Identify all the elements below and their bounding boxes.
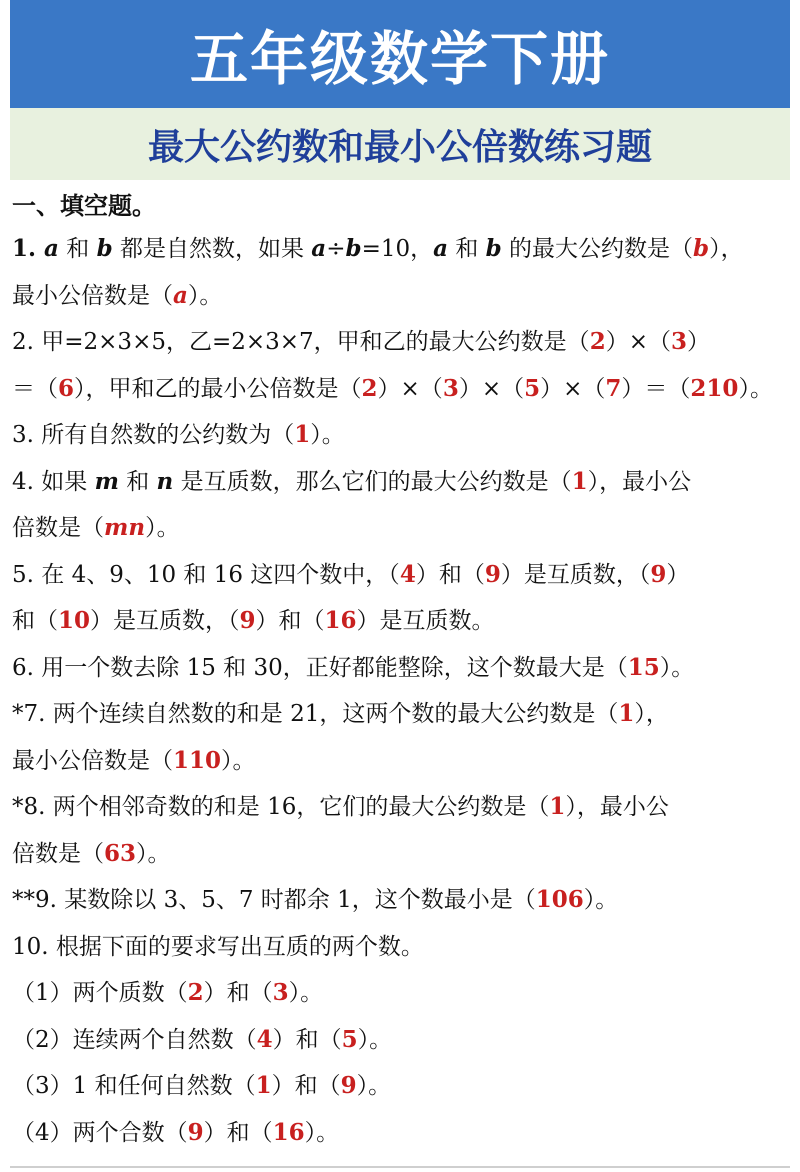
answer: 1 xyxy=(255,1072,272,1099)
answer: 1 xyxy=(294,421,311,448)
q1-expr-b: b xyxy=(345,235,362,262)
question-7-line-1 xyxy=(12,691,788,738)
answer: 3 xyxy=(670,328,687,355)
q2-text: ）×（ xyxy=(605,329,671,355)
q5-text: ）和（ xyxy=(255,608,325,634)
question-10-part-4 xyxy=(12,1110,788,1157)
q4-var-m: m xyxy=(94,467,119,495)
q5-text: ）是互质数。 xyxy=(356,608,495,634)
answer: b xyxy=(693,235,710,262)
q2-text: ）＝（ xyxy=(621,375,691,402)
question-4-line-1 xyxy=(12,459,788,506)
q6-text: 6. 用一个数去除 15 和 30，正好都能整除，这个数最大是（ xyxy=(12,654,628,681)
answer: 3 xyxy=(442,374,459,402)
q9-text: **9. 某数除以 3、5、7 时都余 1，这个数最小是（ xyxy=(12,887,536,913)
q10-text: ）和（ xyxy=(272,1026,342,1053)
question-4-line-2 xyxy=(12,505,788,552)
q1-var-b: b xyxy=(96,235,113,262)
question-10: 10. 根据下面的要求写出互质的两个数。 xyxy=(12,933,424,960)
answer: 5 xyxy=(341,1025,358,1053)
answer: 63 xyxy=(104,839,137,867)
q3-text: ）。 xyxy=(310,422,345,448)
q2-text: ＝（ xyxy=(12,375,58,402)
q1-text: ）， xyxy=(709,236,744,262)
q4-text: 和 xyxy=(118,468,157,495)
q7-text: *7. 两个连续自然数的和是 21，这两个数的最大公约数是（ xyxy=(12,701,619,727)
question-10-part-3 xyxy=(12,1063,788,1110)
q3-text: 3. 所有自然数的公约数为（ xyxy=(12,422,295,448)
question-1-line-2 xyxy=(12,273,788,320)
question-5-line-2 xyxy=(12,598,788,645)
q2-text: ） xyxy=(687,329,710,355)
q1-text: ）。 xyxy=(187,282,223,309)
answer: 106 xyxy=(535,886,584,913)
answer: 2 xyxy=(361,374,378,402)
q8-text: ）。 xyxy=(136,840,171,867)
question-6 xyxy=(12,645,788,692)
question-8-line-2 xyxy=(12,831,788,878)
q1-text: 的最大公约数是（ xyxy=(501,236,694,262)
q7-text: ）， xyxy=(634,701,669,727)
q2-text: 2. 甲=2×3×5，乙=2×3×7，甲和乙的最大公约数是（ xyxy=(12,329,590,355)
q4-text: ）。 xyxy=(145,515,180,541)
q8-text: ），最小公 xyxy=(565,794,669,820)
page-title: 五年级数学下册 xyxy=(189,25,610,93)
q10-text: ）。 xyxy=(288,980,324,1006)
q5-text: 和（ xyxy=(12,608,58,634)
q4-text: 是互质数，那么它们的最大公约数是（ xyxy=(173,468,572,495)
answer: 16 xyxy=(272,1118,305,1146)
q6-text: ）。 xyxy=(659,654,695,681)
q1-number: 1. xyxy=(12,235,45,262)
q8-text: *8. 两个相邻奇数的和是 16，它们的最大公约数是（ xyxy=(12,794,550,820)
q5-text: ） xyxy=(666,561,690,588)
answer: 9 xyxy=(650,560,667,588)
q1-var-a2: a xyxy=(433,235,449,262)
q2-text: ）×（ xyxy=(377,375,443,402)
q1-text: 最小公倍数是（ xyxy=(12,282,173,309)
answer: 4 xyxy=(256,1025,273,1053)
q8-text: 倍数是（ xyxy=(12,840,104,867)
page-subtitle: 最大公约数和最小公倍数练习题 xyxy=(147,126,652,168)
q2-text: ）。 xyxy=(738,375,773,402)
q7-text: 最小公倍数是（ xyxy=(12,747,173,774)
answer: 1 xyxy=(571,467,588,495)
q5-text: ）和（ xyxy=(415,561,485,588)
answer: mn xyxy=(104,514,146,541)
answer: 9 xyxy=(239,607,256,634)
q10-text: （3）1 和任何自然数（ xyxy=(12,1073,256,1099)
q10-text: ）和（ xyxy=(203,980,273,1006)
q1-text: 都是自然数，如果 xyxy=(112,236,312,262)
answer: 3 xyxy=(272,979,289,1006)
answer: 9 xyxy=(187,1118,204,1146)
question-2-line-1 xyxy=(12,319,788,366)
answer: 15 xyxy=(627,653,660,681)
q10-text: （4）两个合数（ xyxy=(12,1119,188,1146)
q5-text: ）是互质数，（ xyxy=(500,561,651,588)
answer: 1 xyxy=(549,793,566,820)
answer: 9 xyxy=(340,1072,357,1099)
answer: 1 xyxy=(618,700,635,727)
worksheet-content xyxy=(12,186,788,1156)
q1-div: ÷ xyxy=(326,236,346,262)
q5-text: ）是互质数，（ xyxy=(90,608,240,634)
q4-var-n: n xyxy=(156,467,174,495)
q2-text: ），甲和乙的最小公倍数是（ xyxy=(74,375,362,402)
question-9 xyxy=(12,877,788,924)
question-3 xyxy=(12,412,788,459)
answer: 2 xyxy=(589,328,606,355)
q1-expr-a: a xyxy=(311,235,327,262)
q4-text: 倍数是（ xyxy=(12,515,104,541)
answer: 7 xyxy=(605,374,622,402)
q10-text: ）和（ xyxy=(271,1073,341,1099)
answer: 210 xyxy=(690,374,739,402)
answer: 5 xyxy=(524,374,541,402)
answer: 6 xyxy=(58,374,75,402)
question-1-line-1 xyxy=(12,226,788,273)
q1-var-b2: b xyxy=(485,235,502,262)
question-2-line-2 xyxy=(12,366,788,413)
q1-var-a: a xyxy=(44,235,59,262)
answer: 10 xyxy=(58,607,91,634)
q10-text: ）。 xyxy=(304,1119,340,1146)
answer: 4 xyxy=(399,560,416,588)
q10-text: ）。 xyxy=(357,1026,393,1053)
question-10-part-2 xyxy=(12,1017,788,1064)
q5-text: 5. 在 4、9、10 和 16 这四个数中，（ xyxy=(12,561,400,588)
subtitle-bar xyxy=(10,108,790,180)
answer: 110 xyxy=(173,746,222,774)
answer: 16 xyxy=(324,607,357,634)
section-heading: 一、填空题。 xyxy=(12,191,156,220)
answer: 9 xyxy=(484,560,501,588)
q9-text: ）。 xyxy=(583,887,619,913)
q4-text: 4. 如果 xyxy=(12,468,95,495)
q10-text: ）和（ xyxy=(203,1119,273,1146)
answer: a xyxy=(173,281,188,309)
q10-text: （2）连续两个自然数（ xyxy=(12,1026,257,1053)
answer: 2 xyxy=(187,979,204,1006)
title-banner xyxy=(10,0,790,108)
q1-eq: =10， xyxy=(361,236,434,262)
q4-text: ），最小公 xyxy=(587,468,692,495)
question-5-line-1 xyxy=(12,552,788,599)
q1-text: 和 xyxy=(58,236,97,262)
q7-text: ）。 xyxy=(221,747,256,774)
question-8-line-1 xyxy=(12,784,788,831)
bottom-divider xyxy=(10,1166,790,1168)
question-10-part-1 xyxy=(12,970,788,1017)
q10-text: ）。 xyxy=(356,1073,392,1099)
q10-text: （1）两个质数（ xyxy=(12,980,188,1006)
q2-text: ）×（ xyxy=(458,375,525,402)
q2-text: ）×（ xyxy=(540,375,606,402)
q1-text: 和 xyxy=(448,236,486,262)
question-7-line-2 xyxy=(12,738,788,785)
